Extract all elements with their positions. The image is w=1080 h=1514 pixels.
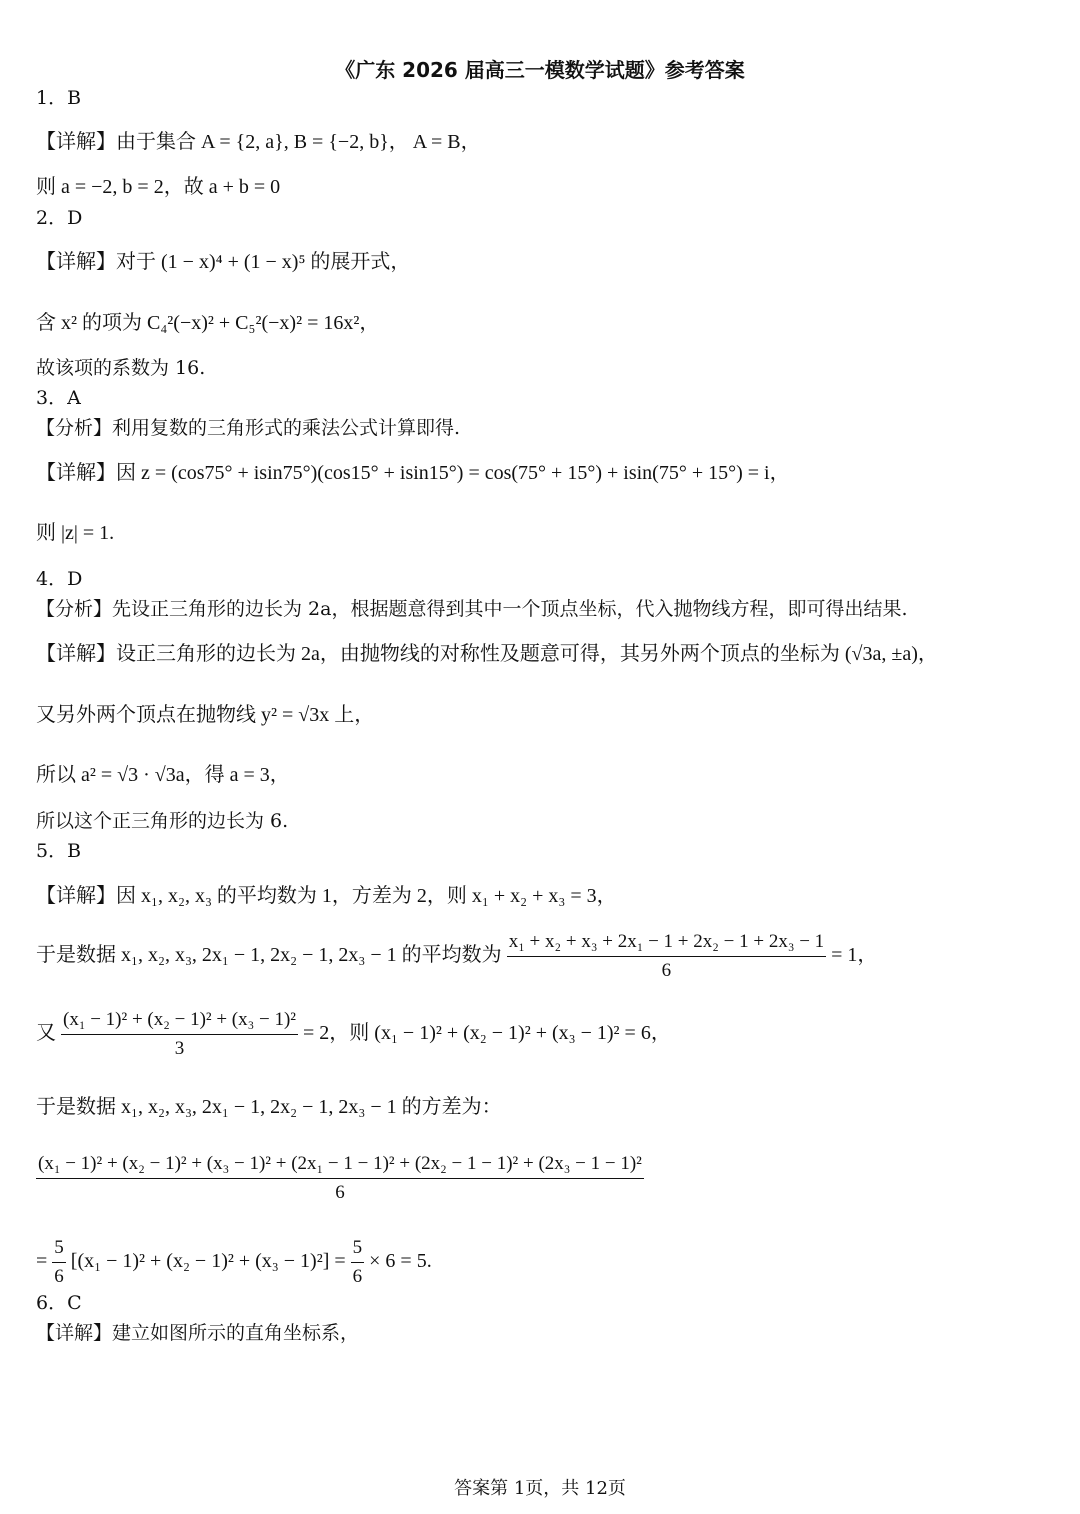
variance-denominator: 3 bbox=[174, 1038, 185, 1059]
variance-numerator: (x₁ − 1)² + (x₂ − 1)² + (x₃ − 1)² bbox=[61, 1008, 298, 1035]
answer-4-result: 所以这个正三角形的边长为 6. bbox=[36, 810, 289, 832]
answer-5: 5．B bbox=[36, 840, 82, 862]
variance-fraction bbox=[61, 1008, 298, 1061]
answer-4: 4．D bbox=[36, 568, 83, 590]
answer-2: 2．D bbox=[36, 207, 83, 229]
answer-5-variance-given bbox=[36, 1008, 671, 1061]
answer-5-variance-calc bbox=[36, 1236, 432, 1289]
variance-big-fraction bbox=[36, 1152, 644, 1205]
variance-big-numerator: (x₁ − 1)² + (x₂ − 1)² + (x₃ − 1)² + (2x₁ − 1 − 1)² + (2x₂ − 1 − 1)² + (2x₃ − 1 − 1)² bbox=[36, 1152, 644, 1179]
mean-denominator: 6 bbox=[661, 960, 672, 981]
answer-3-result: 则 |z| = 1. bbox=[36, 522, 115, 544]
calc-denominator-1: 6 bbox=[54, 1266, 64, 1287]
calc-numerator-1: 5 bbox=[52, 1236, 66, 1263]
variance-result: = 2，则 (x₁ − 1)² + (x₂ − 1)² + (x₃ − 1)² = 6， bbox=[303, 1022, 671, 1045]
answer-1: 1．B bbox=[36, 87, 82, 109]
mean-text: 于是数据 x₁, x₂, x₃, 2x₁ − 1, 2x₂ − 1, 2x₃ − 1 的平均数为 bbox=[36, 944, 502, 967]
calc-fraction-1 bbox=[52, 1236, 66, 1289]
calc-middle: [(x₁ − 1)² + (x₂ − 1)² + (x₃ − 1)²] = bbox=[70, 1250, 346, 1273]
answer-2-result: 故该项的系数为 16. bbox=[36, 357, 206, 379]
calc-equals: = bbox=[36, 1250, 48, 1273]
answer-3: 3．A bbox=[36, 387, 81, 409]
calc-numerator-2: 5 bbox=[351, 1236, 365, 1263]
calc-result: × 6 = 5. bbox=[369, 1250, 432, 1273]
answer-5-variance-expr bbox=[36, 1152, 644, 1205]
variance-prefix: 又 bbox=[36, 1022, 56, 1045]
answer-2-term: 含 x² 的项为 C₄²(−x)² + C₅²(−x)² = 16x²， bbox=[36, 312, 380, 334]
page-title: 《广东 2026 届高三一模数学试题》参考答案 bbox=[335, 58, 745, 82]
answer-1-detail: 【详解】由于集合 A = {2, a}, B = {−2, b}， A = B， bbox=[36, 131, 481, 153]
mean-result: = 1， bbox=[831, 944, 878, 967]
calc-fraction-2 bbox=[351, 1236, 365, 1289]
answer-3-detail: 【详解】因 z = (cos75° + isin75°)(cos15° + isin15°) = cos(75° + 15°) + isin(75° + 15°) = i， bbox=[36, 462, 790, 484]
calc-denominator-2: 6 bbox=[352, 1266, 363, 1287]
page-footer: 答案第 1页，共 12页 bbox=[454, 1478, 626, 1499]
answer-5-mean bbox=[36, 930, 877, 983]
answer-4-detail: 【详解】设正三角形的边长为 2a，由抛物线的对称性及题意可得，其另外两个顶点的坐标为 (√3a, ±a)， bbox=[36, 643, 938, 665]
answer-4-parabola: 又另外两个顶点在抛物线 y² = √3x 上， bbox=[36, 704, 375, 726]
answer-4-analysis: 【分析】先设正三角形的边长为 2a，根据题意得到其中一个顶点坐标，代入抛物线方程，即可得出结果. bbox=[36, 598, 908, 620]
answer-6: 6．C bbox=[36, 1292, 82, 1314]
answer-3-analysis: 【分析】利用复数的三角形式的乘法公式计算即得. bbox=[36, 417, 461, 439]
answer-2-detail: 【详解】对于 (1 − x)⁴ + (1 − x)⁵ 的展开式， bbox=[36, 251, 411, 273]
answer-4-solve: 所以 a² = √3 · √3a，得 a = 3， bbox=[36, 764, 290, 786]
variance-big-denominator: 6 bbox=[335, 1182, 345, 1203]
mean-numerator: x₁ + x₂ + x₃ + 2x₁ − 1 + 2x₂ − 1 + 2x₃ − 1 bbox=[507, 930, 826, 957]
mean-fraction bbox=[507, 930, 826, 983]
answer-6-detail: 【详解】建立如图所示的直角坐标系， bbox=[36, 1322, 360, 1344]
answer-5-detail: 【详解】因 x₁, x₂, x₃ 的平均数为 1，方差为 2，则 x₁ + x₂ + x₃ = 3， bbox=[36, 885, 617, 907]
answer-1-result: 则 a = −2, b = 2，故 a + b = 0 bbox=[36, 176, 281, 198]
answer-5-variance-label: 于是数据 x₁, x₂, x₃, 2x₁ − 1, 2x₂ − 1, 2x₃ − 1 的方差为： bbox=[36, 1096, 502, 1118]
